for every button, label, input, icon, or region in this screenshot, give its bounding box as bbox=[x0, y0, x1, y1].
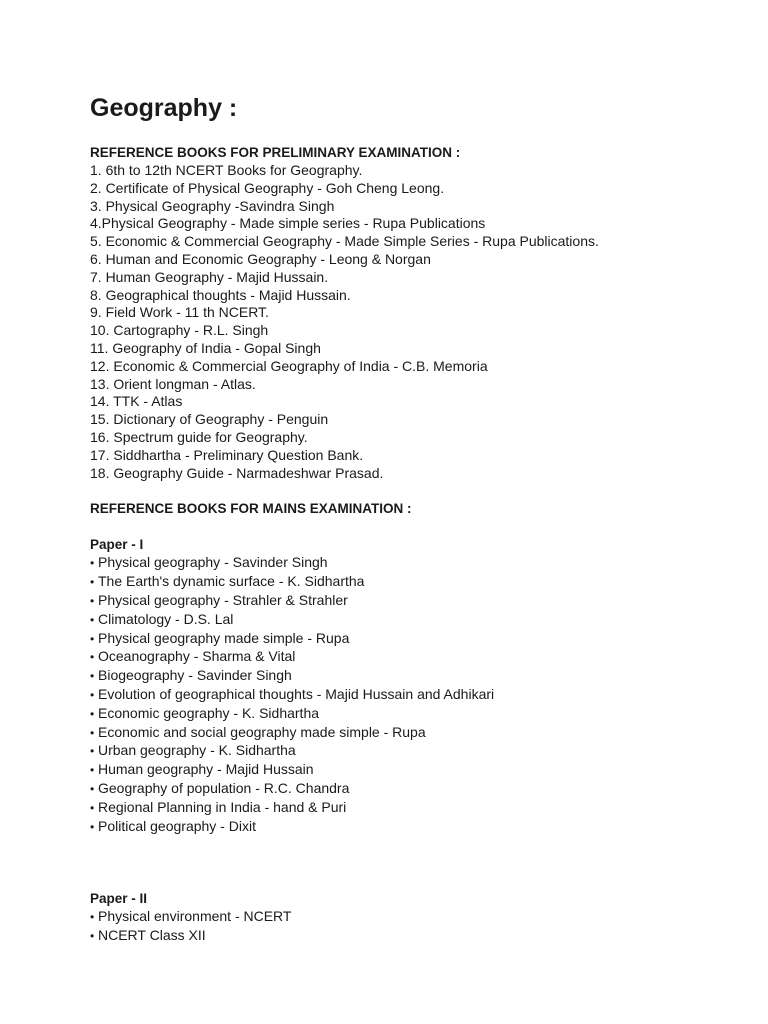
spacer bbox=[90, 836, 750, 890]
list-item bbox=[90, 927, 750, 946]
list-item: 1. 6th to 12th NCERT Books for Geography. bbox=[90, 162, 363, 178]
list-item: 10. Cartography - R.L. Singh bbox=[90, 322, 269, 339]
paper-2-heading: Paper - II bbox=[90, 891, 148, 907]
document-page bbox=[90, 92, 750, 946]
bullet-icon: • bbox=[90, 556, 95, 571]
bullet-icon: • bbox=[90, 631, 95, 646]
list-item bbox=[90, 742, 750, 761]
list-item: 17. Siddhartha - Preliminary Question Bank. bbox=[90, 446, 364, 463]
spacer bbox=[90, 482, 750, 500]
list-item bbox=[90, 686, 750, 705]
prelim-book-list bbox=[90, 162, 750, 482]
bullet-icon: • bbox=[90, 781, 95, 796]
list-item bbox=[90, 818, 750, 837]
list-item bbox=[90, 799, 750, 818]
list-item-text: The Earth's dynamic surface - K. Sidhartha bbox=[98, 573, 365, 590]
list-item: 12. Economic & Commercial Geography of India - C.B. Memoria bbox=[90, 357, 488, 374]
list-item-text: Climatology - D.S. Lal bbox=[98, 610, 234, 627]
list-item: 5. Economic & Commercial Geography - Made Simple Series - Rupa Publications. bbox=[90, 233, 599, 250]
bullet-icon: • bbox=[90, 575, 95, 590]
list-item-text: Economic and social geography made simple - Rupa bbox=[98, 723, 426, 740]
list-item bbox=[90, 908, 750, 927]
list-item-text: Evolution of geographical thoughts - Majid Hussain and Adhikari bbox=[98, 685, 495, 702]
list-item-text: Physical geography - Strahler & Strahler bbox=[98, 591, 348, 608]
list-item-text: Economic geography - K. Sidhartha bbox=[98, 704, 320, 721]
list-item-text: Political geography - Dixit bbox=[98, 817, 256, 834]
list-item: 9. Field Work - 11 th NCERT. bbox=[90, 304, 269, 321]
list-item: 15. Dictionary of Geography - Penguin bbox=[90, 411, 329, 428]
bullet-icon: • bbox=[90, 800, 95, 815]
bullet-icon: • bbox=[90, 650, 95, 665]
bullet-icon: • bbox=[90, 612, 95, 627]
bullet-icon: • bbox=[90, 744, 95, 759]
list-item: 13. Orient longman - Atlas. bbox=[90, 375, 256, 392]
list-item bbox=[90, 761, 750, 780]
bullet-icon: • bbox=[90, 819, 95, 834]
list-item-text: Geography of population - R.C. Chandra bbox=[98, 779, 350, 796]
bullet-icon: • bbox=[90, 929, 95, 944]
bullet-icon: • bbox=[90, 763, 95, 778]
bullet-icon: • bbox=[90, 669, 95, 684]
list-item bbox=[90, 554, 750, 573]
list-item-text: Physical environment - NCERT bbox=[98, 908, 292, 925]
list-item: 8. Geographical thoughts - Majid Hussain. bbox=[90, 286, 351, 303]
list-item: 7. Human Geography - Majid Hussain. bbox=[90, 268, 329, 285]
list-item bbox=[90, 611, 750, 630]
list-item bbox=[90, 724, 750, 743]
list-item: 3. Physical Geography -Savindra Singh bbox=[90, 197, 335, 214]
list-item bbox=[90, 592, 750, 611]
page-title: Geography : bbox=[90, 94, 238, 122]
prelim-heading: REFERENCE BOOKS FOR PRELIMINARY EXAMINATION : bbox=[90, 145, 461, 160]
list-item-text: Regional Planning in India - hand & Puri bbox=[98, 798, 347, 815]
paper-1-heading: Paper - I bbox=[90, 537, 144, 553]
bullet-icon: • bbox=[90, 706, 95, 721]
spacer bbox=[90, 518, 750, 536]
list-item bbox=[90, 705, 750, 724]
bullet-icon: • bbox=[90, 687, 95, 702]
list-item bbox=[90, 667, 750, 686]
list-item-text: Urban geography - K. Sidhartha bbox=[98, 742, 296, 759]
list-item-text: Oceanography - Sharma & Vital bbox=[98, 648, 296, 665]
list-item: 11. Geography of India - Gopal Singh bbox=[90, 339, 321, 356]
list-item: 6. Human and Economic Geography - Leong & Norgan bbox=[90, 250, 431, 267]
list-item bbox=[90, 780, 750, 799]
list-item: 14. TTK - Atlas bbox=[90, 393, 183, 410]
bullet-icon: • bbox=[90, 593, 95, 608]
list-item bbox=[90, 648, 750, 667]
list-item bbox=[90, 630, 750, 649]
list-item: 4.Physical Geography - Made simple series - Rupa Publications bbox=[90, 215, 486, 232]
paper-2-book-list bbox=[90, 908, 750, 946]
list-item-text: NCERT Class XII bbox=[98, 927, 206, 944]
paper-1-book-list bbox=[90, 554, 750, 836]
mains-heading: REFERENCE BOOKS FOR MAINS EXAMINATION : bbox=[90, 501, 412, 517]
bullet-icon: • bbox=[90, 725, 95, 740]
list-item-text: Biogeography - Savinder Singh bbox=[98, 667, 292, 684]
list-item: 16. Spectrum guide for Geography. bbox=[90, 428, 308, 445]
bullet-icon: • bbox=[90, 910, 95, 925]
list-item-text: Physical geography - Savinder Singh bbox=[98, 554, 328, 571]
list-item bbox=[90, 573, 750, 592]
list-item: 2. Certificate of Physical Geography - Goh Cheng Leong. bbox=[90, 179, 445, 196]
list-item-text: Human geography - Majid Hussain bbox=[98, 761, 314, 778]
list-item-text: Physical geography made simple - Rupa bbox=[98, 629, 350, 646]
list-item: 18. Geography Guide - Narmadeshwar Prasad. bbox=[90, 464, 384, 481]
